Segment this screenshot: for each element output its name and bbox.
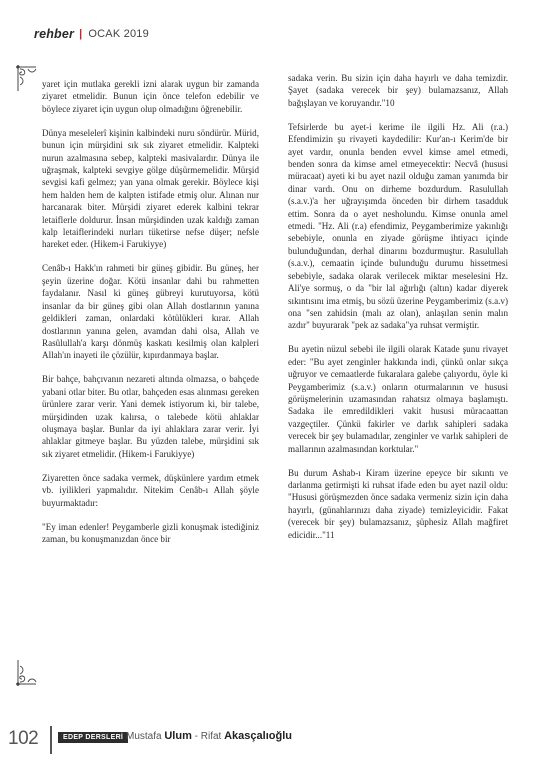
paragraph: Bu durum Ashab-ı Kiram üzerine epeyce bir sıkıntı ve darlanma getirmişti ki ruhsat ifade eden bu ayet nazil oldu: "Hususi görüşmezden önce sadaka vermeniz sizin için daha hayırlı, (günahlarınızı daha ziyade) temizleyicidir. Fakat (verecek bir şey) bulamazsanız, şüphesiz Allah mağfiret edicidir..."11: [288, 467, 508, 540]
author1-first-name: Mustafa: [126, 731, 162, 742]
section-tag: EDEP DERSLERİ: [58, 732, 128, 743]
header-separator: |: [79, 28, 83, 40]
author-separator: -: [194, 731, 198, 742]
magazine-brand: rehber: [34, 27, 75, 41]
paragraph: yaret için mutlaka gerekli izni alarak uygun bir zamanda ziyaret etmelidir. Bunun için önce telefon edebilir ve böylece ziyaret için uygun olup olmadığını öğrenebilir.: [42, 79, 259, 114]
magazine-header: [34, 27, 149, 41]
footer-divider: [50, 726, 52, 754]
page-footer: [0, 722, 553, 762]
paragraph: Bu ayetin nüzul sebebi ile ilgili olarak Katade şunu rivayet eder: "Bu ayet zenginler hakkında indi, çünkü onlar sıkça uğruyor ve cemaatlerde fukaralara galebe çalıyordu, öyle ki Peygamberimiz (s.a.v.) onların oturmalarının ve hususi görüşmelerinin uzamasından rahatsız olmaya başlamıştı. Sadaka ile emredildikleri vakit hususi müracaattan vazgeçtiler. Çünkü fakirler ve darlık sahipleri sadaka verecek bir şey bulamadılar, zenginler ve varlık sahipleri de mallarının azalmasından korktular.": [288, 344, 508, 454]
paragraph: Bir bahçe, bahçıvanın nezareti altında olmazsa, o bahçede yabani otlar biter. Bu otlar, bahçeden esas alınması gereken ürünlere zarar verir. Yani demek istiyorum ki, bir talebe, mürşidinden uzak kalırsa, o talebede kötü ahlaklar oluşmaya başlar. Bunlar da iyi ahlaklara zarar verir. İyi ahlaklar gitmeye başlar. Bu yüzden talebe, mürşidini sık sık ziyaret etmelidir. (Hikem-i Farukiyye): [42, 374, 259, 459]
page-number: 102: [8, 728, 39, 749]
author2-first-name: Rifat: [200, 731, 222, 742]
issue-date: OCAK 2019: [88, 28, 149, 40]
left-column: [42, 78, 259, 557]
paragraph: Ziyaretten önce sadaka vermek, düşkünlere yardım etmek vb. iyilikleri yapmalıdır. Nitekim Cenâb-ı Allah şöyle buyurmaktadır:: [42, 472, 259, 508]
paragraph: Tefsirlerde bu ayet-i kerime ile ilgili Hz. Ali (r.a.) Efendimizin şu rivayeti kaydedilir: Kur'an-ı Kerim'de bir ayet vardır, onunla benden evvel kimse amel etmedi, benden sonra da kimse amel etmeyecektir: Necvâ (hususi müracaat) ayeti ki bu ayet nazil olduğu zaman yanımda bir dinar vardı. Onu on dirheme bozdurdum. Rasulullah (s.a.v.)'a her uğrayışımda önceden bir dirhem tasadduk ettim. Sonra da o ayet nesholundu. Kimse onunla amel etmedi. "Hz. Ali (r.a) efendimiz, Peygamberimize yakınlığı sebebiyle, onunla en ziyade görüşme ihtiyacı içinde bulunduğundan, derhal dinarını bozdurmuştur. Rasulullah (s.a.v.), cemaatin içinde bulunduğu durumu hissetmesi sebebiyle, sadaka olarak verilecek miktar meselesini Hz. Ali'ye sormuş, o da "bir lal ağırlığı (altın) kadar diyerek sıkıntısını ima etmiş, bu sözü üzerine Peygamberimiz (s.a.v) ona "sen zahidsin (malı az olan), anlaşılan senin malın azdır" buyurarak "pek az sadaka"ya ruhsat vermiştir.: [288, 121, 508, 331]
paragraph: sadaka verin. Bu sizin için daha hayırlı ve daha temizdir. Şayet (sadaka verecek bir şey) bulamazsanız, Allah bağışlayan ve koruyandır."10: [288, 73, 508, 108]
paragraph: Cenâb-ı Hakk'ın rahmeti bir güneş gibidir. Bu güneş, her şeyin üzerine doğar. Kötü insanlar dahi bu rahmetten faydalanır. Nasıl ki güneş gübreyi kurutuyorsa, kötü insanlar da bir güneş gibi olan Allah dostlarının yanına geldikleri zaman, onlardaki kötülükleri kırar. Allah dostlarının yanına gelen, avamdan dahi olsa, Allah ve Rasûlullah'a karşı dönmüş kaskatı kesilmiş olan kalpleri Allah'ın inayeti ile çözülür, kıpırdanmaya başlar.: [42, 263, 259, 361]
corner-ornament-top-icon: [14, 63, 38, 93]
author1-last-name: Ulum: [164, 730, 192, 742]
paragraph: "Ey iman edenler! Peygamberle gizli konuşmak istediğiniz zaman, bu konuşmanızdan önce bir: [42, 521, 259, 544]
right-column: [288, 72, 508, 553]
corner-ornament-bottom-icon: [14, 658, 38, 688]
author2-last-name: Akasçalıoğlu: [224, 730, 292, 742]
author-credits: [126, 730, 292, 742]
paragraph: Dünya meselelerî kişinin kalbindeki nuru söndürür. Mürid, bunun için mürşidini sık sık ziyaret etmelidir. Kalpteki nurun azalmasına sebep, kalpteki masivalardır. Dünya ile uğraşmak, kalpteki sevgiye gölge düşürmemelidir. Mürşid sevgisi kafi gelmez; yan yana olmak gerekir. Böylece kişi hem halden hem de kalpten istifade etmiş olur. Alınan nur harcanarak biter. Mürşidi ziyaret ederek kalbini tekrar letaiflerle doldurur. İnsan mürşidinden uzak kaldığı zaman kalp letaiflerindeki nurları tüketirse nefse düşer; nefsle hareket eder. (Hikem-i Farukiyye): [42, 127, 259, 250]
